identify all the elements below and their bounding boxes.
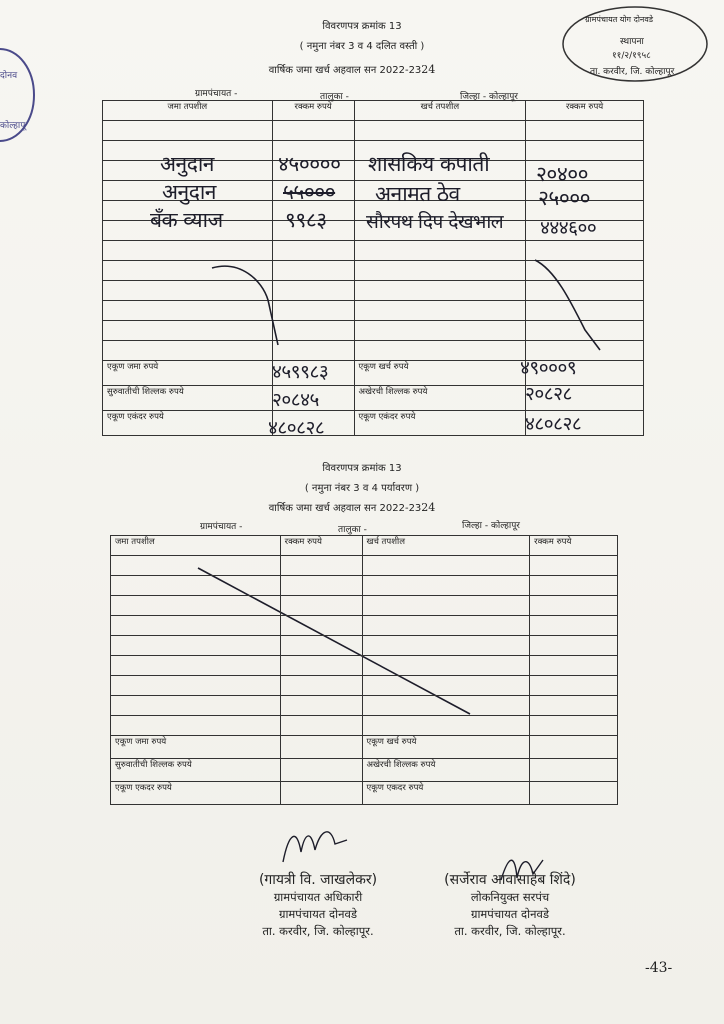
grand-total-left-value: ४८०८२८	[268, 417, 325, 439]
signature-block-1	[228, 872, 408, 940]
form2-district-label: जिल्हा - कोल्हापूर	[462, 521, 520, 531]
opening-balance-label: सुरुवातीची शिल्लक रुपये	[111, 759, 281, 782]
opening-balance-label: सुरुवातीची शिल्लक रुपये	[103, 386, 273, 411]
table-row	[111, 716, 618, 736]
row2-debit: अनामत ठेव	[375, 182, 460, 206]
form1-district-label: जिल्हा - कोल्हापूर	[460, 92, 518, 102]
table-header-row	[111, 536, 618, 556]
signatory-2-role: लोकनियुक्त सरपंच	[470, 890, 550, 904]
left-stamp-text-1: दोनव	[0, 71, 18, 81]
header-credit-details: जमा तपशील	[103, 101, 273, 121]
row3-debit-amt: ४४४६००	[540, 217, 597, 239]
signatory-2-place: ता. करवीर, जि. कोल्हापूर.	[454, 924, 566, 938]
table-row	[111, 576, 618, 596]
row2-credit: अनुदान	[162, 180, 216, 204]
signature-block-2	[410, 872, 610, 940]
form2-report-text: वार्षिक जमा खर्च अहवाल सन 2022-23	[268, 503, 422, 514]
form2-subtitle: ( नमुना नंबर 3 व 4 पर्यावरण )	[304, 483, 420, 494]
form1-subtitle: ( नमुना नंबर 3 व 4 दलित वस्ती )	[299, 41, 425, 52]
grand-total-left-label: एकूण एकदर रुपये	[111, 782, 281, 805]
form2-gram-label: ग्रामपंचायत -	[200, 522, 243, 532]
table-row	[111, 596, 618, 616]
totals-row	[111, 736, 618, 759]
form2-title: विवरणपत्र क्रमांक 13	[322, 463, 402, 474]
form1-report-text: वार्षिक जमा खर्च अहवाल सन 2022-23	[268, 65, 422, 76]
closing-balance-value: २०८२८	[525, 383, 572, 405]
signatory-2-office: ग्रामपंचायत दोनवडे	[470, 907, 550, 921]
grand-total-right-label: एकूण एकंदर रुपये	[354, 411, 526, 436]
row1-credit: अनुदान	[160, 152, 214, 176]
total-debit-label: एकूण खर्च रुपये	[362, 736, 530, 759]
table-row	[111, 696, 618, 716]
form2-table	[110, 535, 618, 805]
form1-report-hand: 24	[421, 63, 436, 76]
form1-title: विवरणपत्र क्रमांक 13	[322, 21, 402, 32]
totals-row	[111, 782, 618, 805]
header-credit-amount: रक्कम रुपये	[272, 101, 354, 121]
header-debit-amount: रक्कम रुपये	[526, 101, 644, 121]
header-debit-details: खर्च तपशील	[354, 101, 526, 121]
grand-total-right-value: ४८०८२८	[525, 413, 582, 435]
form2-report-hand: 24	[421, 501, 436, 514]
table-row	[111, 636, 618, 656]
left-stamp-text-2: कोल्हापू	[0, 121, 26, 131]
form1-gram-label: ग्रामपंचायत -	[195, 89, 238, 99]
top-stamp-line-3: ११/२/१९५८	[612, 51, 651, 61]
signatory-2-name: (सर्जेराव आवासाहेब शिंदे)	[444, 872, 576, 888]
row3-credit-amt: ९९८३	[285, 208, 327, 232]
row1-debit: शासकिय कपाती	[368, 152, 490, 176]
table-row	[111, 616, 618, 636]
header-credit-amount: रक्कम रुपये	[280, 536, 362, 556]
signatory-1-office: ग्रामपंचायत दोनवडे	[278, 907, 358, 921]
signatory-1-role: ग्रामपंचायत अधिकारी	[273, 890, 363, 904]
page-number: -43-	[645, 960, 673, 976]
grand-total-left-label: एकूण एकंदर रुपये	[103, 411, 273, 436]
row1-credit-amt: ४५००००	[278, 152, 341, 176]
opening-balance-value: २०८४५	[272, 389, 319, 411]
header-debit-amount: रक्कम रुपये	[530, 536, 618, 556]
total-debit-value: ४९०००९	[520, 357, 577, 379]
top-stamp-line-4: ता. करवीर, जि. कोल्हापूर	[590, 67, 675, 77]
total-credit-label: एकूण जमा रुपये	[103, 361, 273, 386]
total-credit-label: एकूण जमा रुपये	[111, 736, 281, 759]
header-debit-details: खर्च तपशील	[362, 536, 530, 556]
closing-balance-label: अखेरची शिल्लक रुपये	[354, 386, 526, 411]
table-row	[111, 676, 618, 696]
total-debit-label: एकूण खर्च रुपये	[354, 361, 526, 386]
grand-total-right-label: एकूण एकदर रुपये	[362, 782, 530, 805]
row3-debit: सौरपथ दिप देखभाल	[366, 211, 504, 233]
row2-credit-amt: ५५०००	[283, 180, 336, 204]
table-row	[111, 656, 618, 676]
top-stamp-line-1: ग्रामपंचायत योग दोनवडे	[585, 15, 654, 24]
top-stamp-line-2: स्थापना	[620, 37, 644, 47]
form2-taluka-label: तालुका -	[338, 525, 367, 535]
totals-row	[111, 759, 618, 782]
total-credit-value: ४५९९८३	[272, 361, 329, 383]
signature-1-scribble	[275, 822, 355, 872]
signatory-1-name: (गायत्री वि. जाखलेकर)	[258, 872, 378, 888]
header-credit-details: जमा तपशील	[111, 536, 281, 556]
signatory-1-place: ता. करवीर, जि. कोल्हापूर.	[262, 924, 374, 938]
table-row	[111, 556, 618, 576]
form1-taluka-label: तालुका -	[320, 92, 349, 102]
row3-credit: बँक व्याज	[150, 208, 223, 232]
row1-debit-amt: २०४००	[536, 162, 589, 186]
closing-balance-label: अखेरची शिल्लक रुपये	[362, 759, 530, 782]
form2-report-line	[0, 500, 714, 514]
row2-debit-amt: २५०००	[538, 186, 591, 210]
